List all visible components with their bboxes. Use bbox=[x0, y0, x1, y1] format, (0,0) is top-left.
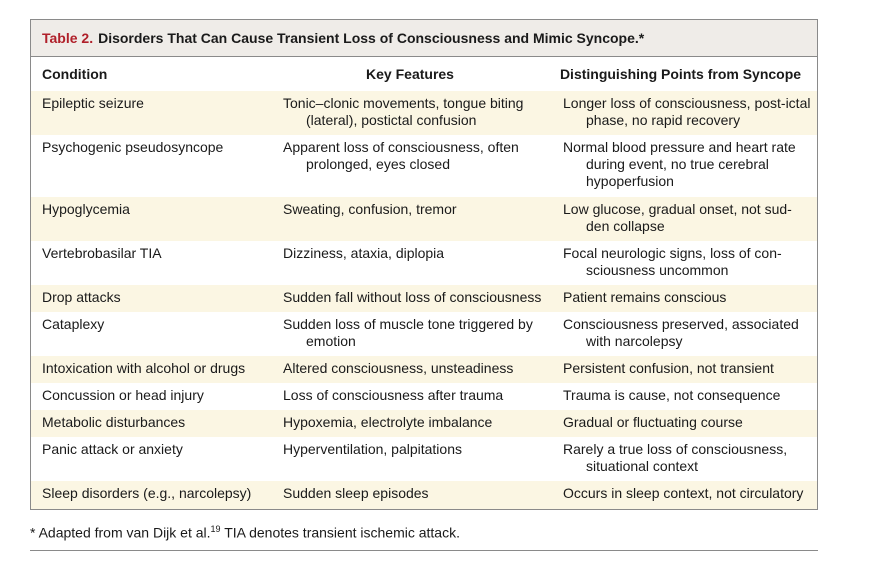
divider bbox=[30, 550, 818, 551]
table-container bbox=[30, 19, 818, 510]
cell-text: Hypoglycemia bbox=[42, 201, 130, 217]
cell-text: Low glucose, gradual onset, not sud-den collapse bbox=[563, 201, 792, 234]
cell-text: Drop attacks bbox=[42, 289, 121, 305]
cell-key-features bbox=[270, 414, 550, 432]
cell-distinguishing-points bbox=[550, 139, 817, 192]
table-number: Table 2. bbox=[42, 30, 94, 46]
table-row bbox=[31, 481, 817, 509]
cell-text: Hyperventilation, palpitations bbox=[283, 441, 462, 457]
cell-distinguishing-points bbox=[550, 414, 817, 432]
cell-text: Epileptic seizure bbox=[42, 95, 144, 111]
table-row bbox=[31, 312, 817, 356]
cell-distinguishing-points bbox=[550, 245, 817, 280]
cell-condition bbox=[31, 95, 270, 130]
cell-key-features bbox=[270, 289, 550, 307]
cell-key-features bbox=[270, 316, 550, 351]
cell-distinguishing-points bbox=[550, 387, 817, 405]
footnote-text: * Adapted from van Dijk et al. bbox=[30, 524, 211, 541]
cell-text: Occurs in sleep context, not circulatory bbox=[563, 485, 804, 501]
cell-text: Trauma is cause, not consequence bbox=[563, 387, 781, 403]
cell-text: Metabolic disturbances bbox=[42, 414, 186, 430]
table-row bbox=[31, 135, 817, 197]
table-body bbox=[31, 91, 817, 509]
table-row bbox=[31, 285, 817, 312]
table-row bbox=[31, 410, 817, 437]
table-title: Disorders That Can Cause Transient Loss of Consciousness and Mimic Syncope.* bbox=[98, 30, 645, 46]
cell-key-features bbox=[270, 360, 550, 378]
table-row bbox=[31, 437, 817, 481]
cell-text: Longer loss of consciousness, post-ictal phase, no rapid recovery bbox=[563, 95, 811, 128]
cell-text: Concussion or head injury bbox=[42, 387, 204, 403]
cell-text: Rarely a true loss of consciousness, situational context bbox=[563, 441, 788, 474]
cell-condition bbox=[31, 414, 270, 432]
table-row bbox=[31, 356, 817, 383]
cell-text: Vertebrobasilar TIA bbox=[42, 245, 162, 261]
cell-condition bbox=[31, 441, 270, 476]
cell-text: Cataplexy bbox=[42, 316, 105, 332]
cell-distinguishing-points bbox=[550, 201, 817, 236]
cell-distinguishing-points bbox=[550, 316, 817, 351]
cell-text: Consciousness preserved, associated with narcolepsy bbox=[563, 316, 799, 349]
table-title-bar bbox=[31, 20, 817, 57]
header-distinguishing-points: Distinguishing Points from Syncope bbox=[559, 66, 802, 82]
cell-text: Normal blood pressure and heart rate during event, no true cerebral hypoperfusion bbox=[563, 139, 796, 189]
table-row bbox=[31, 383, 817, 410]
footnote-ref: 19 bbox=[210, 524, 221, 534]
table-header-row bbox=[31, 57, 817, 91]
cell-condition bbox=[31, 316, 270, 351]
cell-text: Psychogenic pseudosyncope bbox=[42, 139, 224, 155]
cell-text: Intoxication with alcohol or drugs bbox=[42, 360, 246, 376]
footnote bbox=[30, 524, 460, 541]
cell-key-features bbox=[270, 387, 550, 405]
header-condition: Condition bbox=[42, 66, 108, 82]
cell-condition bbox=[31, 485, 270, 504]
cell-distinguishing-points bbox=[550, 360, 817, 378]
cell-distinguishing-points bbox=[550, 441, 817, 476]
cell-text: Altered consciousness, unsteadiness bbox=[283, 360, 514, 376]
cell-text: Apparent loss of consciousness, often prolonged, eyes closed bbox=[283, 139, 519, 172]
cell-text: Patient remains conscious bbox=[563, 289, 727, 305]
cell-text: Persistent confusion, not transient bbox=[563, 360, 774, 376]
cell-distinguishing-points bbox=[550, 289, 817, 307]
cell-condition bbox=[31, 139, 270, 192]
cell-text: Tonic–clonic movements, tongue biting (lateral), postictal confusion bbox=[283, 95, 524, 128]
cell-text: Sweating, confusion, tremor bbox=[283, 201, 457, 217]
table-row bbox=[31, 91, 817, 135]
table-row bbox=[31, 241, 817, 285]
cell-condition bbox=[31, 360, 270, 378]
cell-condition bbox=[31, 201, 270, 236]
table-row bbox=[31, 197, 817, 241]
cell-text: Sudden fall without loss of consciousness bbox=[283, 289, 542, 305]
cell-key-features bbox=[270, 485, 550, 504]
cell-key-features bbox=[270, 245, 550, 280]
cell-condition bbox=[31, 245, 270, 280]
cell-condition bbox=[31, 289, 270, 307]
cell-text: Focal neurologic signs, loss of con-sciousness uncommon bbox=[563, 245, 782, 278]
cell-key-features bbox=[270, 139, 550, 192]
cell-text: Sudden sleep episodes bbox=[283, 485, 429, 501]
cell-key-features bbox=[270, 201, 550, 236]
cell-condition bbox=[31, 387, 270, 405]
header-key-features: Key Features bbox=[366, 66, 454, 82]
cell-distinguishing-points bbox=[550, 95, 817, 130]
cell-key-features bbox=[270, 95, 550, 130]
cell-text: Sleep disorders (e.g., narcolepsy) bbox=[42, 485, 252, 501]
footnote-text-after: TIA denotes transient ischemic attack. bbox=[220, 524, 460, 541]
cell-text: Hypoxemia, electrolyte imbalance bbox=[283, 414, 493, 430]
cell-distinguishing-points bbox=[550, 485, 817, 504]
cell-text: Loss of consciousness after trauma bbox=[283, 387, 504, 403]
cell-text: Panic attack or anxiety bbox=[42, 441, 183, 457]
cell-text: Sudden loss of muscle tone triggered by emotion bbox=[283, 316, 533, 349]
cell-text: Gradual or fluctuating course bbox=[563, 414, 743, 430]
cell-text: Dizziness, ataxia, diplopia bbox=[283, 245, 445, 261]
cell-key-features bbox=[270, 441, 550, 476]
